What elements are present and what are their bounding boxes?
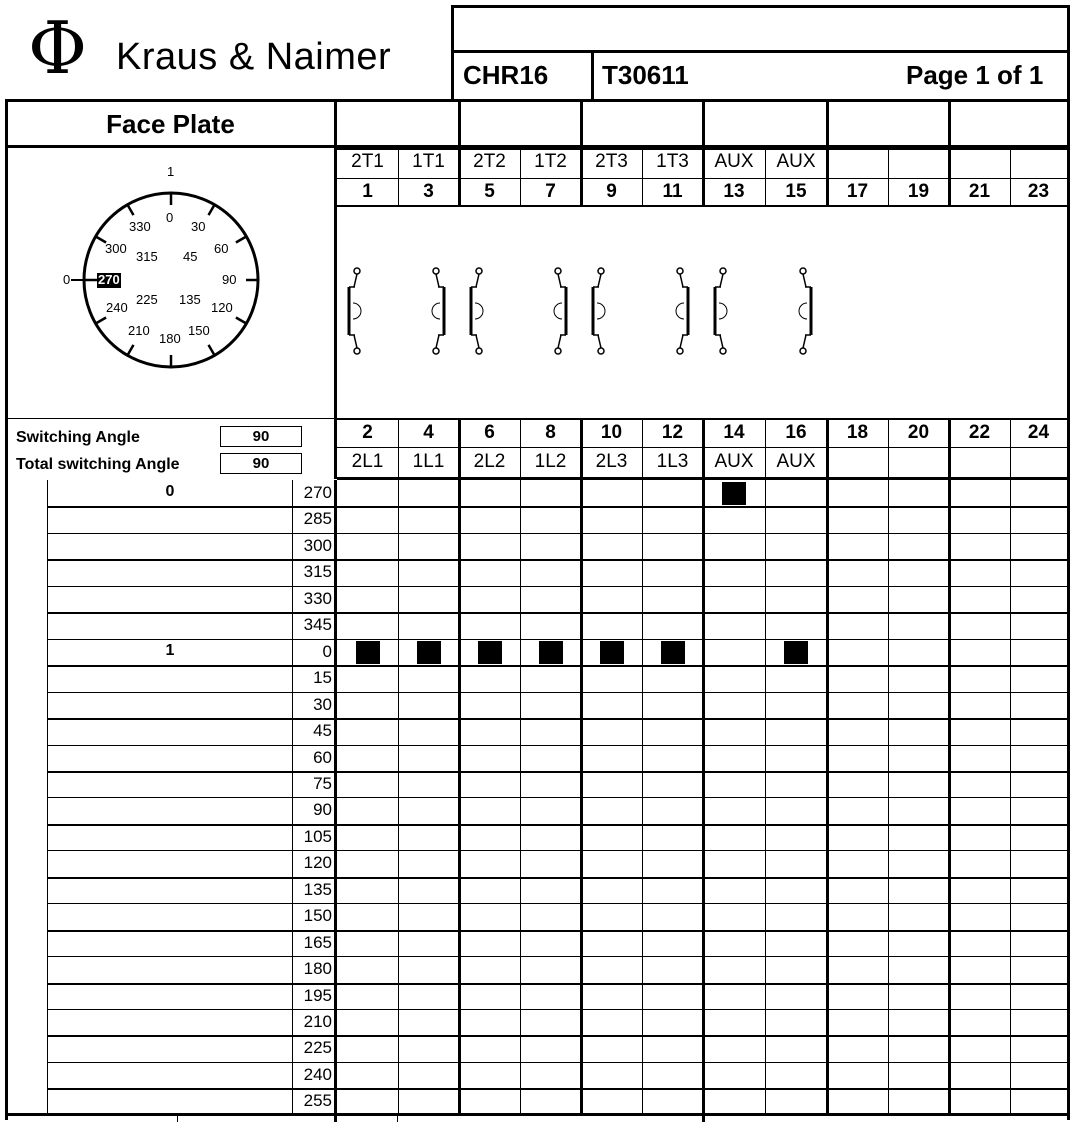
angle-value: 285 <box>303 509 332 529</box>
sequence-row <box>47 718 1067 744</box>
terminal-number-bottom-6: 12 <box>661 422 684 443</box>
brand-name: Kraus & Naimer <box>116 36 392 78</box>
position-label: 1 <box>165 641 175 659</box>
terminal-number-bottom-7: 14 <box>723 422 745 443</box>
contact-symbol-4 <box>554 268 568 354</box>
sequence-row <box>47 797 1067 823</box>
terminal-number-top-12: 23 <box>1027 181 1050 202</box>
contact-closed-mark <box>722 482 746 505</box>
contact-closed-mark <box>539 641 563 664</box>
dial-left-label: 0 <box>63 272 71 287</box>
terminal-number-top-1: 1 <box>362 181 373 202</box>
dial-label-150: 150 <box>188 323 210 338</box>
angle-value: 330 <box>303 588 332 608</box>
angle-value: 270 <box>303 483 332 502</box>
terminal-label-top-8: AUX <box>776 151 816 172</box>
contact-symbol-1 <box>348 268 362 354</box>
dial-top-label: 1 <box>167 164 175 179</box>
sequence-row <box>47 877 1067 903</box>
dial-label-210: 210 <box>128 323 150 338</box>
sequence-row <box>47 824 1067 850</box>
terminal-label-bottom-3: 2L2 <box>473 451 506 472</box>
angle-value: 315 <box>303 562 332 582</box>
sequence-row <box>47 850 1067 876</box>
dial-label-270: 270 <box>98 272 120 287</box>
face-plate-title: Face Plate <box>106 109 235 139</box>
terminal-number-top-7: 13 <box>723 181 745 202</box>
contact-symbol-8 <box>799 268 813 354</box>
sequence-row <box>47 559 1067 585</box>
angle-value: 180 <box>303 959 332 979</box>
sequence-row <box>47 692 1067 718</box>
terminal-number-top-10: 19 <box>907 181 930 202</box>
angle-value: 150 <box>303 906 332 926</box>
dial-label-240: 240 <box>106 300 128 315</box>
angle-value: 300 <box>303 535 332 555</box>
terminal-number-bottom-9: 18 <box>846 422 869 443</box>
terminal-number-top-8: 15 <box>785 181 807 202</box>
sequence-row <box>47 1009 1067 1035</box>
sequence-row <box>47 930 1067 956</box>
phi-logo-icon: Φ <box>28 6 88 90</box>
contact-symbol-6 <box>676 268 690 354</box>
angle-value: 345 <box>303 615 332 635</box>
terminal-number-top-11: 21 <box>968 181 991 202</box>
sequence-row <box>47 745 1067 771</box>
angle-value: 60 <box>313 747 332 767</box>
angle-value: 30 <box>313 694 332 714</box>
terminal-label-top-5: 2T3 <box>595 151 628 172</box>
terminal-label-top-2: 1T1 <box>412 151 445 172</box>
sequence-row <box>47 506 1067 532</box>
terminal-number-top-5: 9 <box>606 181 617 202</box>
angle-value: 15 <box>313 668 332 688</box>
terminal-number-top-9: 17 <box>846 181 869 202</box>
contact-symbol-7 <box>714 268 728 354</box>
terminal-label-top-3: 2T2 <box>473 151 506 172</box>
angle-value: 165 <box>303 932 332 952</box>
angle-value: 45 <box>313 721 332 741</box>
dial-label-45: 45 <box>183 249 198 264</box>
angle-value: 0 <box>322 641 332 661</box>
terminal-number-top-3: 5 <box>484 181 495 202</box>
model-number: CHR16 <box>463 60 549 90</box>
terminal-number-bottom-11: 22 <box>968 422 991 443</box>
terminal-number-bottom-4: 8 <box>545 422 556 443</box>
dial-label-120: 120 <box>211 300 233 315</box>
contact-closed-mark <box>600 641 624 664</box>
terminal-number-bottom-3: 6 <box>484 422 495 443</box>
terminal-label-bottom-1: 2L1 <box>351 451 384 472</box>
sequence-row <box>47 1062 1067 1088</box>
angle-value: 195 <box>303 985 332 1005</box>
angle-value: 240 <box>303 1064 332 1084</box>
terminal-number-top-6: 11 <box>662 181 683 202</box>
angle-value: 225 <box>303 1038 332 1058</box>
terminal-label-bottom-6: 1L3 <box>656 451 689 472</box>
page-indicator: Page 1 of 1 <box>906 60 1044 90</box>
terminal-label-bottom-8: AUX <box>776 451 816 472</box>
angle-value: 105 <box>303 826 332 846</box>
terminal-number-top-4: 7 <box>545 181 556 202</box>
dial-label-90: 90 <box>222 272 237 287</box>
sequence-row <box>47 612 1067 638</box>
terminal-label-top-6: 1T3 <box>656 151 689 172</box>
terminal-label-bottom-2: 1L1 <box>412 451 445 472</box>
angle-value: 255 <box>303 1091 332 1111</box>
contact-schematic <box>337 207 1067 417</box>
switching-angle-label: Switching Angle <box>16 429 140 446</box>
angle-value: 120 <box>303 853 332 873</box>
contact-symbol-5 <box>592 268 606 354</box>
dial-drawing <box>8 148 334 418</box>
total-switching-angle-value: 90 <box>220 453 302 474</box>
terminal-number-bottom-8: 16 <box>785 422 807 443</box>
dial-label-60: 60 <box>214 241 229 256</box>
contact-symbols <box>337 207 1067 417</box>
terminal-number-top-2: 3 <box>423 181 434 202</box>
terminal-number-bottom-2: 4 <box>423 422 434 443</box>
contact-closed-mark <box>661 641 685 664</box>
sequence-row <box>47 956 1067 982</box>
contact-closed-mark <box>417 641 441 664</box>
dial-label-300: 300 <box>105 241 127 256</box>
dial-label-0: 0 <box>166 210 174 225</box>
dial-label-225: 225 <box>136 292 158 307</box>
angle-value: 75 <box>313 773 332 793</box>
angle-value: 210 <box>303 1012 332 1031</box>
position-label: 0 <box>165 483 175 500</box>
terminal-label-top-4: 1T2 <box>534 151 567 172</box>
terminal-label-bottom-5: 2L3 <box>595 451 628 472</box>
contact-symbol-2 <box>432 268 446 354</box>
angle-value: 135 <box>303 879 332 899</box>
sequence-row <box>47 903 1067 929</box>
sequence-row <box>47 586 1067 612</box>
terminal-label-top-1: 2T1 <box>351 151 384 172</box>
dial-label-30: 30 <box>191 219 206 234</box>
terminal-number-bottom-10: 20 <box>907 422 930 443</box>
angle-value: 90 <box>313 800 332 820</box>
total-switching-angle-label: Total switching Angle <box>16 456 180 473</box>
contact-closed-mark <box>478 641 502 664</box>
terminal-label-top-7: AUX <box>714 151 754 172</box>
face-plate-dial <box>8 148 334 418</box>
dial-label-315: 315 <box>136 249 158 264</box>
sequence-row <box>47 533 1067 559</box>
terminal-number-bottom-12: 24 <box>1027 422 1050 443</box>
contact-closed-mark <box>784 641 808 664</box>
dial-label-330: 330 <box>129 219 151 234</box>
contact-symbol-3 <box>470 268 484 354</box>
dial-label-135: 135 <box>179 292 201 307</box>
contact-closed-mark <box>356 641 380 664</box>
drawing-code: T30611 <box>602 60 689 90</box>
switching-angle-value: 90 <box>220 426 302 447</box>
sequence-row <box>47 1035 1067 1061</box>
sequence-row <box>47 983 1067 1009</box>
sequence-row <box>47 1088 1067 1114</box>
dial-label-180: 180 <box>159 331 181 346</box>
sequence-row <box>47 771 1067 797</box>
terminal-label-bottom-7: AUX <box>714 451 754 472</box>
sequence-row <box>47 665 1067 691</box>
terminal-number-bottom-5: 10 <box>600 422 623 443</box>
terminal-label-bottom-4: 1L2 <box>534 451 567 472</box>
terminal-number-bottom-1: 2 <box>362 422 373 443</box>
